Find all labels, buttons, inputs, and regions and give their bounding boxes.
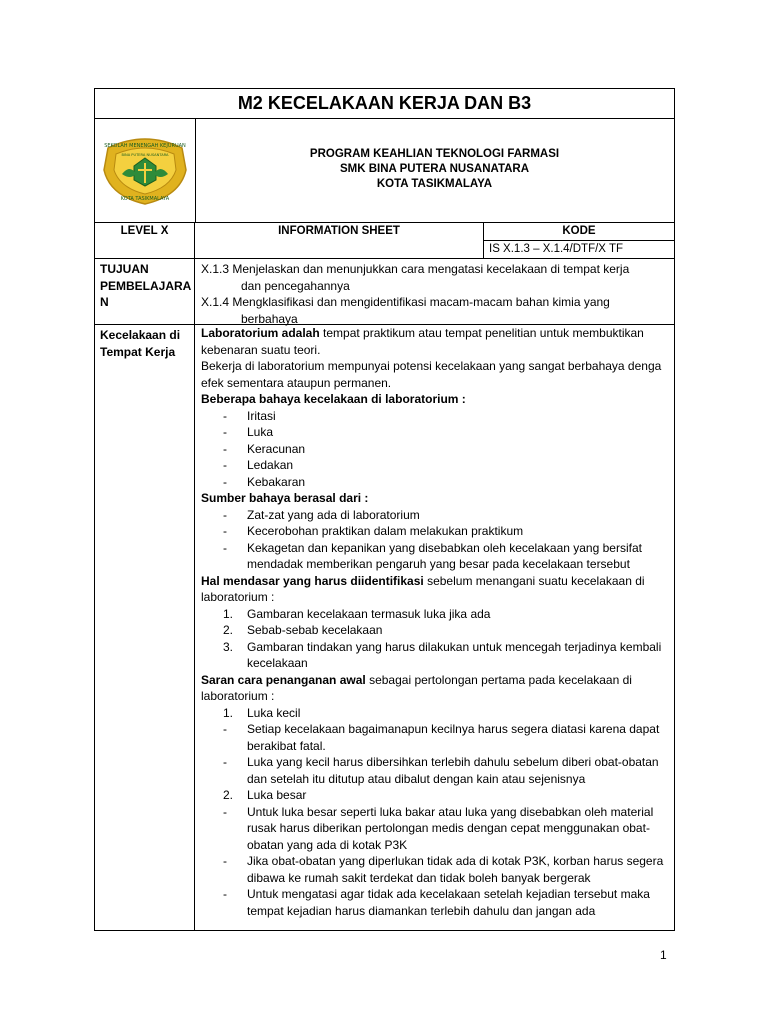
sheet-type: INFORMATION SHEET (278, 225, 400, 237)
level-row (95, 223, 674, 259)
list-item: - Zat-zat yang ada di laboratorium (223, 507, 420, 522)
section-content (195, 325, 674, 930)
kode-value: IS X.1.3 – X.1.4/DTF/X TF (484, 240, 674, 258)
list-item: - Luka yang kecil harus dibersihkan terlebih dahulu sebelum diberi obat-obatan dan setelah itu ditutup atau dibalut dengan kain atau sejenisnya (223, 755, 659, 786)
level-label: LEVEL X (120, 225, 169, 237)
list-item: - Luka (223, 425, 274, 439)
school-name: SMK BINA PUTERA NUSANATARA (339, 163, 530, 175)
list-item: 1. Luka kecil (223, 705, 301, 720)
list-item: 2. Luka besar (223, 788, 307, 802)
page-number: 1 (660, 948, 667, 962)
program-name: PROGRAM KEAHLIAN TEKNOLOGI FARMASI (309, 148, 560, 160)
document-title: M2 KECELAKAAN KERJA DAN B3 (237, 93, 532, 113)
content-row (95, 325, 674, 930)
information-sheet (94, 88, 675, 931)
sumber-heading: Sumber bahaya berasal dari : (201, 491, 369, 505)
section-label: Kecelakaan di Tempat Kerja (100, 328, 181, 359)
institution-cell (195, 119, 674, 222)
list-item: - Kekagetan dan kepanikan yang disebabkan oleh kecelakaan yang bersifat mendadak memberikan pengaruh yang besar pada kecelakaan tersebut (223, 540, 642, 571)
saran-heading: Saran cara penanganan awal sebagai pertolongan pertama pada kecelakaan di laboratorium : (201, 672, 632, 703)
list-item: - Setiap kecelakaan bagaimanapun kecilnya harus segera diatasi karena dapat berakibat fatal. (223, 722, 660, 753)
city-name: KOTA TASIKMALAYA (376, 178, 493, 190)
bahaya-heading: Beberapa bahaya kecelakaan di laboratorium : (201, 392, 466, 406)
list-item: - Kecerobohan praktikan dalam melakukan praktikum (223, 524, 524, 538)
list-item: - Untuk luka besar seperti luka bakar atau luka yang disebabkan oleh material rusak harus diberikan pertolongan medis dengan cepat menggunakan obat-obatan yang ada di kotak P3K (223, 804, 654, 852)
list-item: - Untuk mengatasi agar tidak ada kecelakaan setelah kejadian tersebut maka tempat kejadian harus diamankan terlebih dahulu dan jangan ada (223, 887, 650, 918)
list-item: - Iritasi (223, 408, 276, 423)
logo-mid-text: BINA PUTERA NUSANTARA (121, 153, 169, 157)
school-logo (100, 134, 190, 206)
kode-label: KODE (562, 225, 596, 237)
logo-top-text: SEKOLAH MENENGAH KEJURUAN (104, 143, 186, 149)
list-item: - Kebakaran (223, 474, 306, 489)
objective-item: X.1.4 Mengklasifikasi dan mengidentifikasi macam-macam bahan kimia yang berbahaya (201, 295, 610, 326)
hal-heading: Hal mendasar yang harus diidentifikasi sebelum menangani suatu kecelakaan di laboratorium : (201, 573, 645, 604)
objectives-label: TUJUAN PEMBELAJARA N (100, 262, 191, 309)
objectives-row (95, 259, 674, 325)
header-row (95, 119, 674, 223)
list-item: - Jika obat-obatan yang diperlukan tidak ada di kotak P3K, korban harus segera dibawa ke rumah sakit terdekat dan tidak boleh banyak bergerak (223, 854, 664, 885)
list-item: 3. Gambaran tindakan yang harus dilakukan untuk mencegah terjadinya kembali kecelakaan (223, 639, 662, 670)
title-row (95, 89, 674, 119)
list-item: 2. Sebab-sebab kecelakaan (223, 623, 383, 637)
list-item: 1. Gambaran kecelakaan termasuk luka jika ada (223, 606, 491, 621)
logo-bottom-text: KOTA TASIKMALAYA (120, 196, 170, 202)
logo-cell (95, 119, 196, 222)
list-item: - Keracunan (223, 441, 306, 456)
list-item: - Ledakan (223, 458, 294, 472)
lab-definition: Laboratorium adalah tempat praktikum atau tempat penelitian untuk membuktikan kebenaran suatu teori. (201, 326, 644, 357)
objectives-list (195, 259, 674, 326)
objective-item: X.1.3 Menjelaskan dan menunjukkan cara mengatasi kecelakaan di tempat kerja dan pencegahannya (201, 262, 630, 293)
lab-risk: Bekerja di laboratorium mempunyai potensi kecelakaan yang sangat berbahaya denga efek sementara ataupun permanen. (201, 359, 662, 390)
